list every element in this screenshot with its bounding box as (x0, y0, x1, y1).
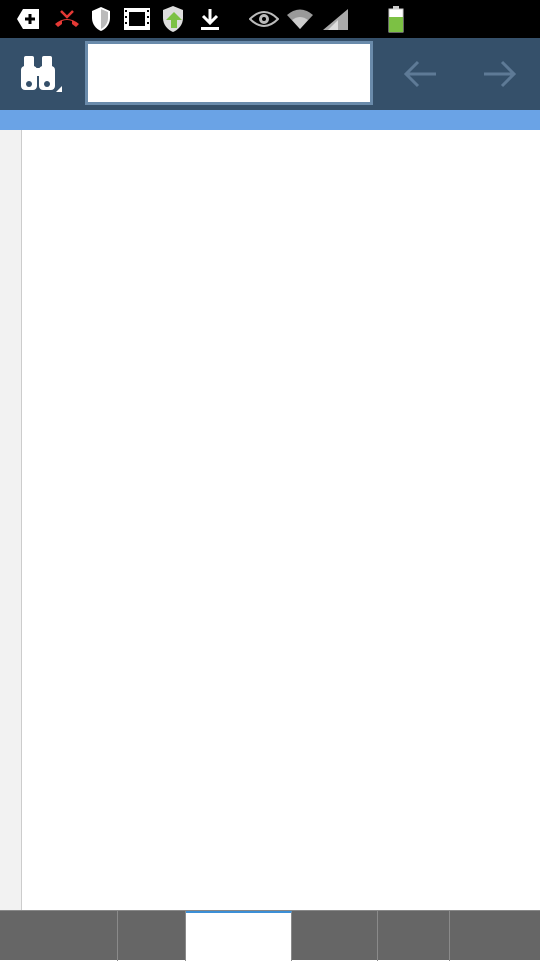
previous-arrow-icon[interactable] (400, 58, 440, 90)
find-input[interactable] (88, 44, 370, 102)
status-bar (0, 0, 540, 38)
download-icon (198, 4, 222, 34)
eye-icon (248, 4, 280, 34)
clock (412, 4, 530, 34)
wifi-icon (286, 4, 314, 34)
shield-icon (88, 4, 114, 34)
missed-call-icon (52, 4, 82, 34)
tab-susa[interactable] (378, 911, 450, 961)
battery-icon (386, 4, 406, 34)
tab-apps[interactable] (118, 911, 186, 961)
security-update-icon (160, 4, 188, 34)
column-header-bar (0, 110, 540, 130)
tab-basics[interactable] (292, 911, 378, 961)
spreadsheet-grid[interactable] (0, 110, 540, 910)
sheet-tabs (0, 910, 540, 960)
row-numbers (0, 130, 22, 910)
binoculars-icon[interactable] (18, 52, 64, 96)
find-toolbar (0, 38, 540, 110)
add-notification-icon (16, 4, 42, 34)
battery-percent (352, 4, 386, 34)
tab-soupsalad[interactable] (0, 911, 118, 961)
film-icon (122, 4, 152, 34)
tab-kitchen[interactable] (450, 911, 540, 961)
signal-icon (320, 4, 350, 34)
tab-chef-roll[interactable] (186, 911, 292, 961)
next-arrow-icon[interactable] (480, 58, 520, 90)
